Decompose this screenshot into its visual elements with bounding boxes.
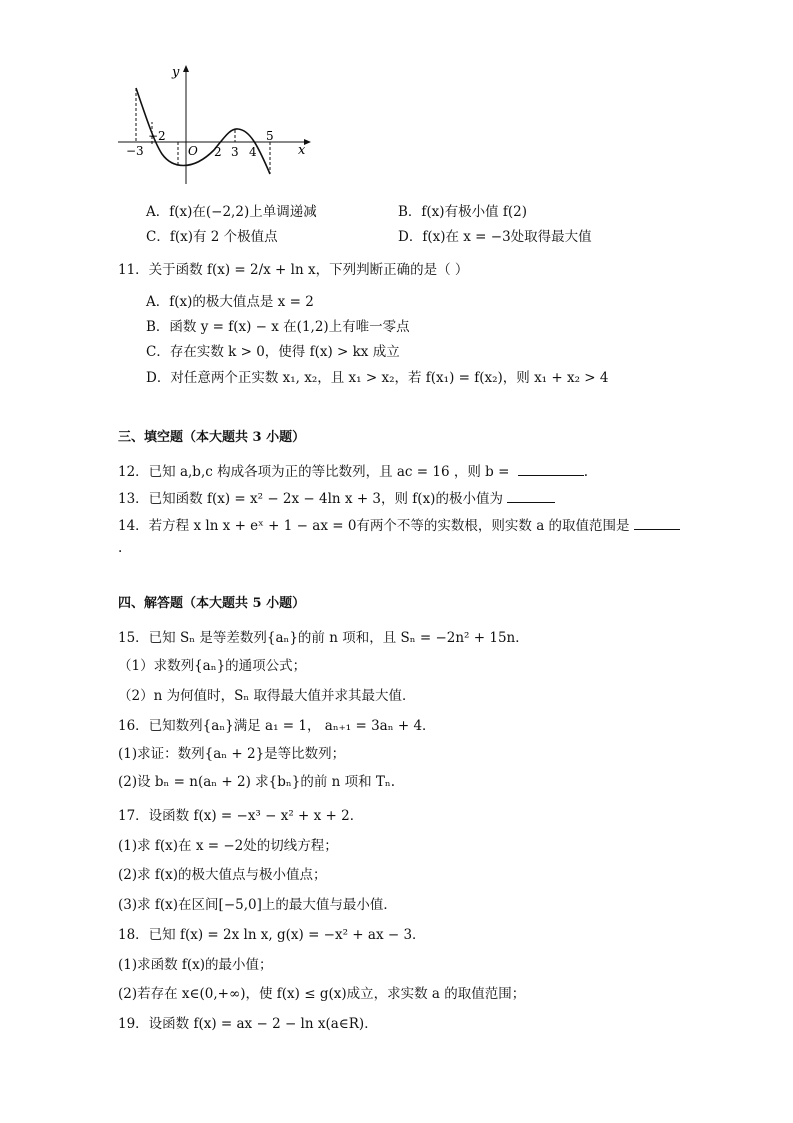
q18-part1: (1)求函数 f(x)的最小值； <box>118 957 273 973</box>
y-axis-label: y <box>172 65 180 80</box>
derivative-graph <box>118 62 318 186</box>
section3-title: 三、填空题（本大题共 3 小题） <box>118 430 306 445</box>
q12 <box>118 461 588 482</box>
tick-label-4: 4 <box>249 145 257 159</box>
origin-label: O <box>188 144 198 158</box>
q16-stem: 16．已知数列{aₙ}满足 a₁ = 1， aₙ₊₁ = 3aₙ + 4． <box>118 718 436 734</box>
tick-label-2: 2 <box>214 145 222 159</box>
q19-stem: 19．设函数 f(x) = ax − 2 − ln x(a∈R)． <box>118 1016 378 1032</box>
tick-label-neg3: −3 <box>126 144 144 158</box>
q15-stem: 15．已知 Sₙ 是等差数列{aₙ}的前 n 项和，且 Sₙ = −2n² + 15n． <box>118 630 529 646</box>
q13-text: 13．已知函数 f(x) = x² − 2x − 4ln x + 3，则 f(x)的极小值为 <box>118 491 503 507</box>
q16-part2: (2)设 bₙ = n(aₙ + 2) 求{bₙ}的前 n 项和 Tₙ. <box>118 774 396 790</box>
q14-text: 14．若方程 x ln x + eˣ + 1 − ax = 0有两个不等的实数根，则实数 a 的取值范围是 <box>118 518 630 534</box>
tick-label-3: 3 <box>231 145 239 159</box>
q12-answer-blank[interactable] <box>518 461 584 476</box>
q10-option-d: D．f(x)在 x = −3处取得最大值 <box>398 229 592 245</box>
q18-part2: (2)若存在 x∈(0,+∞)，使 f(x) ≤ g(x)成立，求实数 a 的取值范围； <box>118 986 526 1002</box>
q11-option-b: B．函数 y = f(x) − x 在(1,2)上有唯一零点 <box>146 319 410 335</box>
section4-title: 四、解答题（本大题共 5 小题） <box>118 596 306 611</box>
q11-stem: 11．关于函数 f(x) = 2/x + ln x，下列判断正确的是（ ） <box>118 262 469 278</box>
q17-part1: (1)求 f(x)在 x = −2处的切线方程； <box>118 838 338 854</box>
q14 <box>118 515 680 536</box>
q10-option-b: B．f(x)有极小值 f(2) <box>398 204 527 220</box>
y-axis-arrow <box>183 65 189 72</box>
q13 <box>118 488 555 509</box>
q15-part2: （2）n 为何值时，Sₙ 取得最大值并求其最大值． <box>118 688 416 704</box>
q11-option-c: C．存在实数 k > 0，使得 f(x) > kx 成立 <box>146 344 400 360</box>
q12-text: 12．已知 a,b,c 构成各项为正的等比数列，且 ac = 16 ，则 b = <box>118 464 514 480</box>
q12-end: . <box>583 464 588 480</box>
q17-part3: (3)求 f(x)在区间[−5,0]上的最大值与最小值． <box>118 897 397 913</box>
q17-stem: 17．设函数 f(x) = −x³ − x² + x + 2． <box>118 808 364 824</box>
q15-part1: （1）求数列{aₙ}的通项公式； <box>118 658 307 674</box>
q14-answer-blank[interactable] <box>634 515 680 530</box>
q13-answer-blank[interactable] <box>507 488 555 503</box>
q16-part1: (1)求证：数列{aₙ + 2}是等比数列； <box>118 746 346 762</box>
x-axis-label: x <box>298 143 306 158</box>
q17-part2: (2)求 f(x)的极大值点与极小值点； <box>118 867 327 883</box>
tick-label-5: 5 <box>266 129 274 143</box>
q10-option-a: A．f(x)在(−2,2)上单调递减 <box>146 204 317 220</box>
tick-label-neg2: −2 <box>148 129 166 143</box>
q14-end: . <box>118 540 123 556</box>
q10-option-c: C．f(x)有 2 个极值点 <box>146 229 278 245</box>
q18-stem: 18．已知 f(x) = 2x ln x, g(x) = −x² + ax − 3． <box>118 927 426 943</box>
q11-option-d: D．对任意两个正实数 x₁, x₂，且 x₁ > x₂，若 f(x₁) = f(x₂)，则 x₁ + x₂ > 4 <box>146 370 609 386</box>
q11-option-a: A．f(x)的极大值点是 x = 2 <box>146 294 314 310</box>
